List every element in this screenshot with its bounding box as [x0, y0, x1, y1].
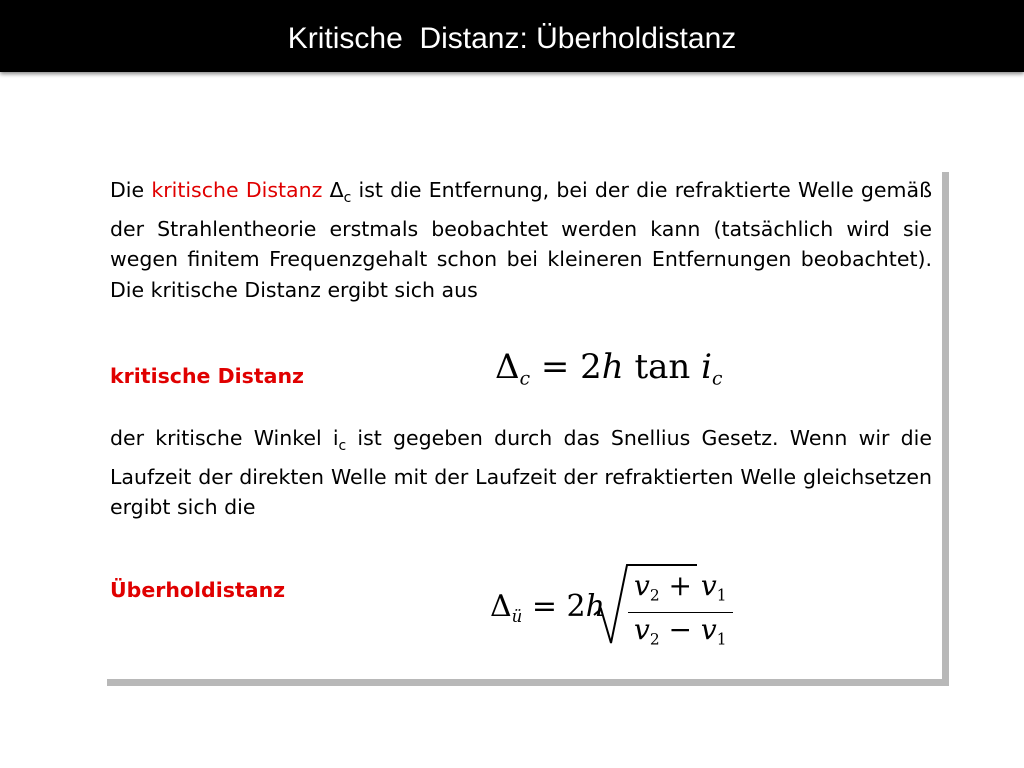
- label-critical-distance: kritische Distanz: [110, 364, 304, 388]
- title-bar: [0, 0, 1024, 72]
- paragraph1-lead: Die: [110, 178, 152, 202]
- term-critical-distance: kritische Distanz: [151, 178, 323, 202]
- formula1-i: i: [701, 347, 713, 387]
- paragraph2-part1: der kritische Winkel i: [110, 426, 339, 450]
- formula1-delta: Δ: [495, 347, 520, 387]
- content-box: [100, 165, 942, 679]
- paragraph-critical-angle: [110, 423, 932, 523]
- root-overline: [631, 563, 697, 567]
- paragraph2-part2: ist gegeben durch das Snellius Gesetz. Wenn wir die Laufzeit der direkten Welle mit der Laufzeit der refraktierten Welle gleichsetzen ergibt sich die: [110, 426, 932, 520]
- fraction: [628, 569, 733, 657]
- fraction-denominator: $v_2 - v_1$: [634, 613, 727, 649]
- slide-title: Kritische Distanz: Überholdistanz: [287, 22, 737, 55]
- label-crossover-distance: Überholdistanz: [110, 578, 286, 602]
- delta-symbol: Δ: [322, 178, 344, 202]
- paragraph-critical-distance: [110, 175, 932, 305]
- formula2-h: h: [585, 589, 605, 624]
- formula1-delta-sub: c: [519, 368, 531, 390]
- fraction-numerator: $v_2 + v_1$: [628, 569, 733, 613]
- formula1-h: h: [601, 347, 624, 387]
- formula-critical-distance: [495, 347, 722, 390]
- formula1-i-sub: c: [712, 368, 723, 390]
- formula2-delta-sub: ü: [511, 606, 523, 626]
- formula2-delta: Δ: [490, 589, 512, 624]
- formula1-tan: tan: [623, 347, 702, 387]
- square-root-sign: [592, 563, 632, 649]
- formula2-coeff: = 2: [531, 589, 586, 624]
- paragraph1-rest: ist die Entfernung, bei der die refraktierte Welle gemäß der Strahlentheorie erstmals beobachtet werden kann (tatsächlich wird sie wegen finitem Frequenzgehalt schon bei kleineren Entfernungen beobachtet). Die kritische Distanz ergibt sich aus: [110, 178, 932, 302]
- paragraph2-sub: c: [338, 438, 347, 455]
- delta-subscript: c: [343, 190, 352, 207]
- formula1-coeff: = 2: [540, 347, 602, 387]
